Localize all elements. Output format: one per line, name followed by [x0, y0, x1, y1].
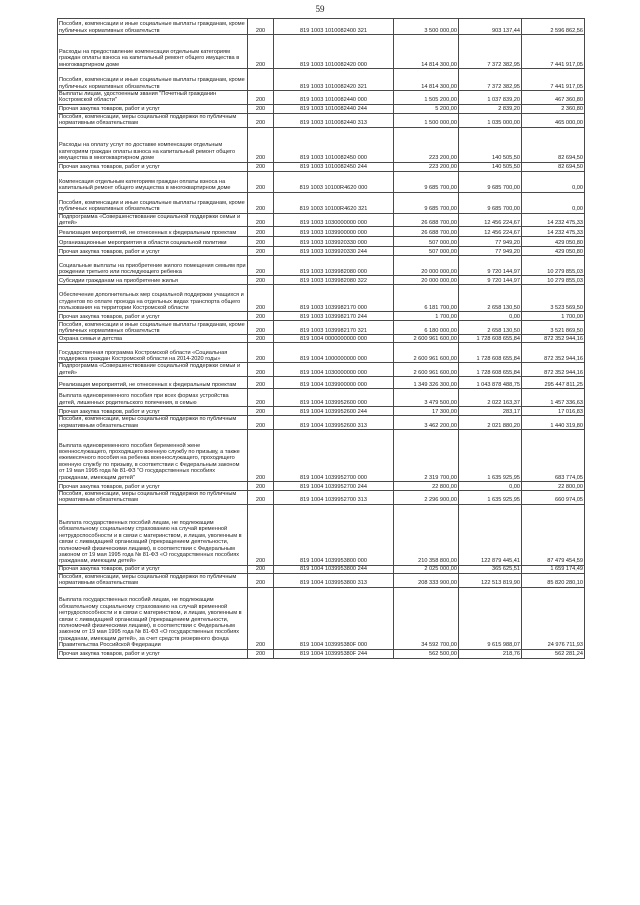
row-vr: 200: [248, 389, 274, 407]
row-executed: 9 685 700,00: [459, 171, 522, 192]
row-code: 819 1003 1039982170 321: [274, 321, 394, 335]
row-executed: 365 625,51: [459, 565, 522, 573]
row-approved: 507 000,00: [394, 237, 459, 247]
row-vr: 200: [248, 91, 274, 105]
row-approved: 26 688 700,00: [394, 213, 459, 227]
row-executed: 7 372 382,95: [459, 69, 522, 91]
row-executed: 2 022 163,37: [459, 389, 522, 407]
row-executed: 0,00: [459, 312, 522, 321]
row-executed: 903 137,44: [459, 19, 522, 35]
row-unexecuted: 2 596 862,56: [522, 19, 585, 35]
row-approved: 223 200,00: [394, 162, 459, 171]
row-code: 819 1004 1039953800 244: [274, 565, 394, 573]
row-approved: 6 180 000,00: [394, 321, 459, 335]
row-code: 819 1003 10100R4620 000: [274, 171, 394, 192]
row-unexecuted: 1 700,00: [522, 312, 585, 321]
row-code: 819 1003 1010082400 321: [274, 19, 394, 35]
row-unexecuted: 562 281,24: [522, 649, 585, 658]
row-vr: 200: [248, 247, 274, 256]
row-unexecuted: 82 694,50: [522, 127, 585, 162]
row-name: Прочая закупка товаров, работ и услуг: [58, 247, 248, 256]
row-unexecuted: 872 352 944,16: [522, 335, 585, 343]
row-vr: 200: [248, 573, 274, 587]
row-approved: 26 688 700,00: [394, 227, 459, 237]
row-name: Социальные выплаты на приобретение жилого помещения семьям при рождении третьего или последующего ребенка: [58, 256, 248, 276]
row-approved: 1 500 000,00: [394, 113, 459, 127]
row-executed: 140 505,50: [459, 162, 522, 171]
row-code: 819 1004 1000000000 000: [274, 343, 394, 363]
row-code: 819 1003 1010082420 321: [274, 69, 394, 91]
row-unexecuted: 1 457 336,63: [522, 389, 585, 407]
row-vr: 200: [248, 285, 274, 312]
row-name: Пособия, компенсации, меры социальной поддержки по публичным нормативным обязательствам: [58, 573, 248, 587]
row-approved: 562 500,00: [394, 649, 459, 658]
table-row: [58, 285, 585, 312]
row-executed: 140 505,50: [459, 127, 522, 162]
row-code: 819 1003 1039900000 000: [274, 227, 394, 237]
row-executed: 218,76: [459, 649, 522, 658]
row-unexecuted: 3 521 869,50: [522, 321, 585, 335]
row-executed: 1 728 608 655,84: [459, 343, 522, 363]
table-row: [58, 69, 585, 91]
row-approved: 3 462 200,00: [394, 416, 459, 430]
row-code: 819 1004 1030000000 000: [274, 363, 394, 377]
row-approved: 2 025 000,00: [394, 565, 459, 573]
row-executed: 1 728 608 655,84: [459, 335, 522, 343]
row-name: Прочая закупка товаров, работ и услуг: [58, 312, 248, 321]
row-executed: 9 720 144,97: [459, 276, 522, 285]
row-approved: 208 333 900,00: [394, 573, 459, 587]
row-unexecuted: 10 279 855,03: [522, 256, 585, 276]
row-vr: 200: [248, 312, 274, 321]
row-unexecuted: 429 050,80: [522, 237, 585, 247]
row-name: Пособия, компенсации, меры социальной поддержки по публичным нормативным обязательствам: [58, 113, 248, 127]
row-code: 819 1004 1039952600 244: [274, 407, 394, 416]
row-unexecuted: 467 360,80: [522, 91, 585, 105]
table-row: [58, 504, 585, 565]
row-code: 819 1003 1010082440 244: [274, 104, 394, 113]
table-row: [58, 343, 585, 363]
row-executed: 77 949,20: [459, 237, 522, 247]
row-code: 819 1003 1039920330 000: [274, 237, 394, 247]
row-code: 819 1004 1039952700 244: [274, 482, 394, 491]
row-name: Пособия, компенсации и иные социальные выплаты гражданам, кроме публичных нормативных обязательств: [58, 192, 248, 213]
row-name: Прочая закупка товаров, работ и услуг: [58, 162, 248, 171]
table-row: [58, 482, 585, 491]
row-approved: 2 600 961 600,00: [394, 363, 459, 377]
row-vr: 200: [248, 256, 274, 276]
table-row: [58, 587, 585, 649]
row-approved: 2 600 961 600,00: [394, 335, 459, 343]
row-code: 819 1004 1039952700 000: [274, 430, 394, 482]
table-row: [58, 389, 585, 407]
row-unexecuted: 0,00: [522, 171, 585, 192]
row-name: Прочая закупка товаров, работ и услуг: [58, 649, 248, 658]
row-executed: 9 615 988,07: [459, 587, 522, 649]
row-code: 819 1003 1039982170 000: [274, 285, 394, 312]
row-approved: 6 181 700,00: [394, 285, 459, 312]
row-executed: 283,17: [459, 407, 522, 416]
row-vr: 200: [248, 19, 274, 35]
row-unexecuted: 7 441 917,05: [522, 69, 585, 91]
row-unexecuted: 660 974,05: [522, 491, 585, 505]
row-unexecuted: 17 016,83: [522, 407, 585, 416]
table-row: [58, 127, 585, 162]
row-executed: 1 035 000,00: [459, 113, 522, 127]
row-unexecuted: 872 352 944,16: [522, 363, 585, 377]
row-vr: 200: [248, 407, 274, 416]
row-name: Охрана семьи и детства: [58, 335, 248, 343]
row-approved: 1 700,00: [394, 312, 459, 321]
row-name: Пособия, компенсации и иные социальные выплаты гражданам, кроме публичных нормативных обязательств: [58, 69, 248, 91]
table-row: [58, 113, 585, 127]
row-vr: 200: [248, 104, 274, 113]
row-vr: 200: [248, 227, 274, 237]
table-row: [58, 407, 585, 416]
row-name: Пособия, компенсации, меры социальной поддержки по публичным нормативным обязательствам: [58, 416, 248, 430]
table-row: [58, 19, 585, 35]
row-executed: 122 879 445,41: [459, 504, 522, 565]
row-approved: 17 300,00: [394, 407, 459, 416]
row-name: Пособия, компенсации и иные социальные выплаты гражданам, кроме публичных нормативных обязательств: [58, 321, 248, 335]
row-unexecuted: 14 232 475,33: [522, 213, 585, 227]
row-executed: 77 949,20: [459, 247, 522, 256]
row-name: Прочая закупка товаров, работ и услуг: [58, 104, 248, 113]
table-row: [58, 363, 585, 377]
row-code: 819 1004 1039953800 000: [274, 504, 394, 565]
row-name: Подпрограмма «Совершенствование социальной поддержки семьи и детей»: [58, 363, 248, 377]
row-code: 819 1003 10100R4620 321: [274, 192, 394, 213]
table-row: [58, 276, 585, 285]
row-name: Прочая закупка товаров, работ и услуг: [58, 565, 248, 573]
row-code: 819 1004 1039953800 313: [274, 573, 394, 587]
row-executed: 9 685 700,00: [459, 192, 522, 213]
row-approved: 34 592 700,00: [394, 587, 459, 649]
row-unexecuted: 0,00: [522, 192, 585, 213]
row-code: 819 1004 1039952600 313: [274, 416, 394, 430]
row-code: 819 1003 1039982170 244: [274, 312, 394, 321]
row-executed: 2 658 130,50: [459, 321, 522, 335]
budget-table: [57, 18, 585, 659]
row-name: Выплата государственных пособий лицам, не подлежащим обязательному социальному страхованию на случай временной нетрудоспособности и в связи с материнством, и лицам, уволенным в связи с ликвидацией организаций (прекращением деятельности, полномочий физическими лицами), в соответствии с Федеральным законом от 19 мая 1995 года № 81-ФЗ «О государственных пособиях гражданам, имеющим детей»: [58, 504, 248, 565]
row-approved: 20 000 000,00: [394, 256, 459, 276]
row-name: Выплаты лицам, удостоенным звания "Почетный гражданин Костромской области": [58, 91, 248, 105]
row-name: Выплата государственных пособий лицам, не подлежащим обязательному социальному страхованию на случай временной нетрудоспособности и в связи с материнством, и лицам, уволенным в связи с ликвидацией организаций (прекращением деятельности, полномочий физическими лицами), в соответствии с Федеральным законом от 19 мая 1995 года № 81-ФЗ «О государственных пособиях гражданам, имеющим детей», за счет средств резервного фонда Правительства Российской Федерации: [58, 587, 248, 649]
row-code: 819 1003 1010082450 000: [274, 127, 394, 162]
row-approved: 9 685 700,00: [394, 192, 459, 213]
row-approved: 1 505 200,00: [394, 91, 459, 105]
row-name: Обеспечение дополнительных мер социальной поддержки учащихся и студентов по оплате проезда на отдельных видах транспорта общего пользования на территории Костромской области: [58, 285, 248, 312]
row-unexecuted: 465 000,00: [522, 113, 585, 127]
row-code: 819 1004 103995380F 000: [274, 587, 394, 649]
table-row: [58, 565, 585, 573]
page-number: 59: [315, 4, 325, 14]
row-vr: 200: [248, 171, 274, 192]
table-row: [58, 335, 585, 343]
row-unexecuted: 872 352 944,16: [522, 343, 585, 363]
row-vr: 200: [248, 162, 274, 171]
row-name: Прочая закупка товаров, работ и услуг: [58, 407, 248, 416]
table-row: [58, 247, 585, 256]
row-vr: 200: [248, 127, 274, 162]
row-approved: 22 800,00: [394, 482, 459, 491]
row-vr: 200: [248, 491, 274, 505]
row-code: 819 1003 1039982080 322: [274, 276, 394, 285]
row-code: 819 1003 1010082440 313: [274, 113, 394, 127]
table-row: [58, 491, 585, 505]
table-row: [58, 162, 585, 171]
row-code: 819 1003 1039982080 000: [274, 256, 394, 276]
table-row: [58, 227, 585, 237]
row-executed: 2 658 130,50: [459, 285, 522, 312]
row-name: Расходы на оплату услуг по доставке компенсации отдельным категориям граждан оплаты взноса на капитальный ремонт общего имущества в многоквартирном доме: [58, 127, 248, 162]
row-name: Прочая закупка товаров, работ и услуг: [58, 482, 248, 491]
row-vr: 200: [248, 213, 274, 227]
row-name: Выплата единовременного пособия беременной жене военнослужащего, проходящего военную службу по призыву, а также ежемесячного пособия на ребенка военнослужащего, проходящего военную службу по призыву, в соответствии с Федеральным законом от 19 мая 1995 года № 81-ФЗ "О государственных пособиях гражданам, имеющим детей": [58, 430, 248, 482]
row-approved: 3 500 000,00: [394, 19, 459, 35]
row-code: 819 1004 0000000000 000: [274, 335, 394, 343]
row-vr: 200: [248, 430, 274, 482]
table-row: [58, 213, 585, 227]
row-approved: 14 814 300,00: [394, 69, 459, 91]
row-vr: 200: [248, 565, 274, 573]
table-row: [58, 573, 585, 587]
row-code: 819 1003 1010082450 244: [274, 162, 394, 171]
table-row: [58, 321, 585, 335]
row-vr: 200: [248, 363, 274, 377]
table-row: [58, 377, 585, 389]
row-vr: 200: [248, 113, 274, 127]
row-vr: 200: [248, 237, 274, 247]
table-row: [58, 312, 585, 321]
row-executed: 7 372 382,95: [459, 35, 522, 69]
row-unexecuted: 3 523 569,50: [522, 285, 585, 312]
row-executed: 1 635 925,95: [459, 491, 522, 505]
row-unexecuted: 683 774,05: [522, 430, 585, 482]
row-vr: 200: [248, 321, 274, 335]
table-row: [58, 416, 585, 430]
row-name: Пособия, компенсации и иные социальные выплаты гражданам, кроме публичных нормативных обязательств: [58, 19, 248, 35]
row-vr: 200: [248, 416, 274, 430]
row-code: 819 1004 1039952700 313: [274, 491, 394, 505]
row-code: 819 1003 1010082420 000: [274, 35, 394, 69]
row-name: Субсидии гражданам на приобретение жилья: [58, 276, 248, 285]
row-approved: 5 200,00: [394, 104, 459, 113]
row-approved: 1 349 326 300,00: [394, 377, 459, 389]
row-approved: 2 319 700,00: [394, 430, 459, 482]
row-approved: 20 000 000,00: [394, 276, 459, 285]
row-executed: 1 635 925,95: [459, 430, 522, 482]
row-vr: 200: [248, 587, 274, 649]
row-executed: 1 037 839,20: [459, 91, 522, 105]
row-vr: 200: [248, 276, 274, 285]
row-approved: 2 600 961 600,00: [394, 343, 459, 363]
row-approved: 9 685 700,00: [394, 171, 459, 192]
row-code: 819 1004 1039952600 000: [274, 389, 394, 407]
row-executed: 122 513 819,90: [459, 573, 522, 587]
row-unexecuted: 2 360,80: [522, 104, 585, 113]
row-unexecuted: 10 279 855,03: [522, 276, 585, 285]
row-executed: 12 456 224,67: [459, 213, 522, 227]
row-name: Выплата единовременного пособия при всех формах устройства детей, лишенных родительского попечения, в семью: [58, 389, 248, 407]
row-unexecuted: 7 441 917,05: [522, 35, 585, 69]
row-unexecuted: 1 440 319,80: [522, 416, 585, 430]
row-vr: 200: [248, 335, 274, 343]
table-row: [58, 237, 585, 247]
row-approved: 2 296 900,00: [394, 491, 459, 505]
table-row: [58, 192, 585, 213]
row-name: Компенсация отдельным категориям граждан оплаты взноса на капитальный ремонт общего имущества в многоквартирном доме: [58, 171, 248, 192]
row-vr: 200: [248, 482, 274, 491]
row-executed: 12 456 224,67: [459, 227, 522, 237]
row-name: Организационные мероприятия в области социальной политики: [58, 237, 248, 247]
row-code: 819 1003 1039920330 244: [274, 247, 394, 256]
table-row: [58, 35, 585, 69]
row-unexecuted: 429 050,80: [522, 247, 585, 256]
table-row: [58, 91, 585, 105]
row-approved: 507 000,00: [394, 247, 459, 256]
row-approved: 210 358 800,00: [394, 504, 459, 565]
row-unexecuted: 24 976 711,93: [522, 587, 585, 649]
row-approved: 3 479 500,00: [394, 389, 459, 407]
row-name: Государственная программа Костромской области «Социальная поддержка граждан Костромской области на 2014-2020 годы»: [58, 343, 248, 363]
row-vr: 200: [248, 504, 274, 565]
row-executed: 2 839,20: [459, 104, 522, 113]
row-unexecuted: 14 232 475,33: [522, 227, 585, 237]
table-row: [58, 256, 585, 276]
row-executed: 1 728 608 655,84: [459, 363, 522, 377]
row-code: 819 1004 1039900000 000: [274, 377, 394, 389]
row-approved: 223 200,00: [394, 127, 459, 162]
row-vr: 200: [248, 343, 274, 363]
row-approved: 14 814 300,00: [394, 35, 459, 69]
row-name: Реализация мероприятий, не отнесенных к федеральным проектам: [58, 377, 248, 389]
table-row: [58, 649, 585, 658]
budget-table-body: [58, 19, 585, 659]
row-code: 819 1003 1010082440 000: [274, 91, 394, 105]
row-name: Подпрограмма «Совершенствование социальной поддержки семьи и детей»: [58, 213, 248, 227]
row-vr: 200: [248, 377, 274, 389]
row-name: Пособия, компенсации, меры социальной поддержки по публичным нормативным обязательствам: [58, 491, 248, 505]
row-executed: 2 021 880,20: [459, 416, 522, 430]
row-unexecuted: 82 694,50: [522, 162, 585, 171]
table-row: [58, 171, 585, 192]
row-vr: 200: [248, 649, 274, 658]
row-vr: [248, 69, 274, 91]
row-executed: 9 720 144,97: [459, 256, 522, 276]
row-code: 819 1003 1030000000 000: [274, 213, 394, 227]
row-vr: 200: [248, 192, 274, 213]
table-row: [58, 104, 585, 113]
row-vr: 200: [248, 35, 274, 69]
row-name: Расходы на предоставление компенсации отдельным категориям граждан оплаты взноса на капитальный ремонт общего имущества в многоквартирном доме: [58, 35, 248, 69]
row-executed: 1 043 878 488,75: [459, 377, 522, 389]
row-unexecuted: 87 479 454,59: [522, 504, 585, 565]
row-code: 819 1004 103995380F 244: [274, 649, 394, 658]
row-name: Реализация мероприятий, не отнесенных к федеральным проектам: [58, 227, 248, 237]
row-unexecuted: 85 820 280,10: [522, 573, 585, 587]
table-row: [58, 430, 585, 482]
row-unexecuted: 1 659 174,49: [522, 565, 585, 573]
row-unexecuted: 22 800,00: [522, 482, 585, 491]
row-executed: 0,00: [459, 482, 522, 491]
row-unexecuted: 295 447 811,25: [522, 377, 585, 389]
